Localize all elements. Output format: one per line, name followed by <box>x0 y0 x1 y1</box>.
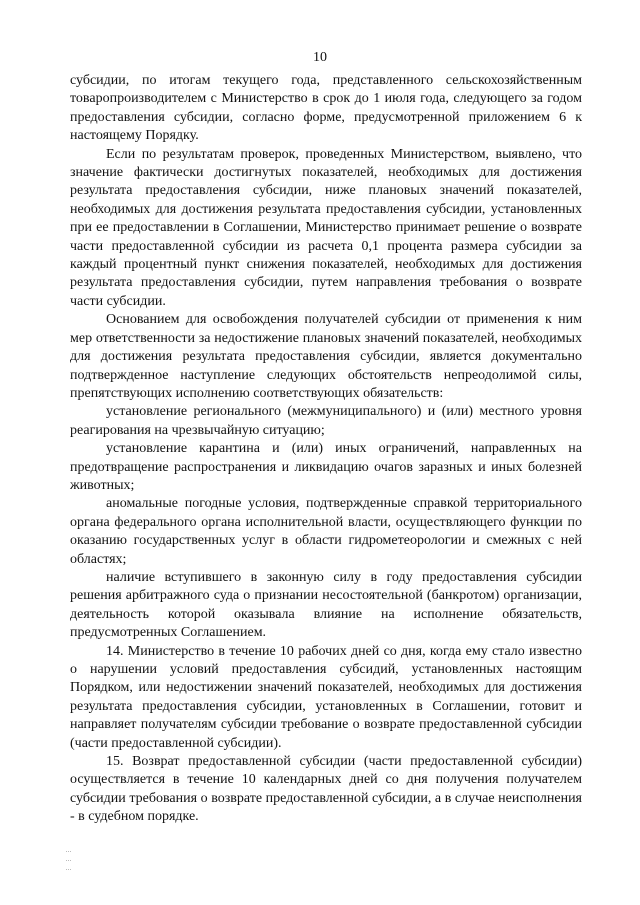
scan-margin-mark <box>66 860 71 861</box>
scan-margin-mark <box>66 851 71 852</box>
page-number: 10 <box>313 50 327 65</box>
paragraph-force-majeure-grounds: Основанием для освобождения получателей субсидии от применения к ним мер ответственности за недостижение плановых значений показателей, необходимых для достижения результата предоставления субсидии, является документально подтвержденное наступление следующих обстоятельств непреодолимой силы, препятствующих исполнению соответствующих обязательств: <box>70 312 582 401</box>
list-item-quarantine: установление карантина и (или) иных ограничений, направленных на предотвращение распространения и ликвидацию очагов заразных и иных болезней животных; <box>70 441 582 493</box>
document-body <box>70 72 582 827</box>
paragraph-continuation: субсидии, по итогам текущего года, представленного сельскохозяйственным товаропроизводителем с Министерство в срок до 1 июля года, следующего за годом предоставления субсидии, согласно форме, предусмотренной приложением 6 к настоящему Порядку. <box>70 73 582 144</box>
list-item-emergency-response: установление регионального (межмуниципального) и (или) местного уровня реагирования на чрезвычайную ситуацию; <box>70 404 582 438</box>
paragraph-clause-14: 14. Министерство в течение 10 рабочих дней со дня, когда ему стало известно о нарушении условий предоставления субсидий, установленных настоящим Порядком, или недостижении значений показателей, необходимых для достижения результата предоставления субсидии, установленных в Соглашении, готовит и направляет получателям субсидии требование о возврате предоставленной субсидии (части предоставленной субсидии). <box>70 643 582 751</box>
paragraph-verification-results: Если по результатам проверок, проведенных Министерством, выявлено, что значение фактически достигнутых показателей, необходимых для достижения результата предоставления субсидии, ниже плановых значений показателей, необходимых для достижения результата предоставления субсидии, установленных при ее предоставлении в Соглашении, Министерство принимает решение о возврате части предоставленной субсидии из расчета 0,1 процента размера субсидии за каждый процентный пункт снижения показателей, необходимых для достижения результата предоставления субсидии, путем направления требования о возврате части субсидии. <box>70 146 582 309</box>
paragraph-clause-15: 15. Возврат предоставленной субсидии (части предоставленной субсидии) осуществляется в течение 10 календарных дней со дня получения получателем субсидии требования о возврате предоставленной субсидии, а в случае неисполнения - в судебном порядке. <box>70 754 582 825</box>
list-item-bankruptcy-ruling: наличие вступившего в законную силу в году предоставления субсидии решения арбитражного суда о признании несостоятельной (банкротом) организации, деятельность которой оказывала влияние на исполнение обязательств, предусмотренных Соглашением. <box>70 569 582 641</box>
scan-margin-mark <box>66 869 71 870</box>
list-item-abnormal-weather: аномальные погодные условия, подтвержденные справкой территориального органа федерального органа исполнительной власти, осуществляющего функции по оказанию государственных услуг в области гидрометеорологии и смежных с ней областях; <box>70 496 582 567</box>
